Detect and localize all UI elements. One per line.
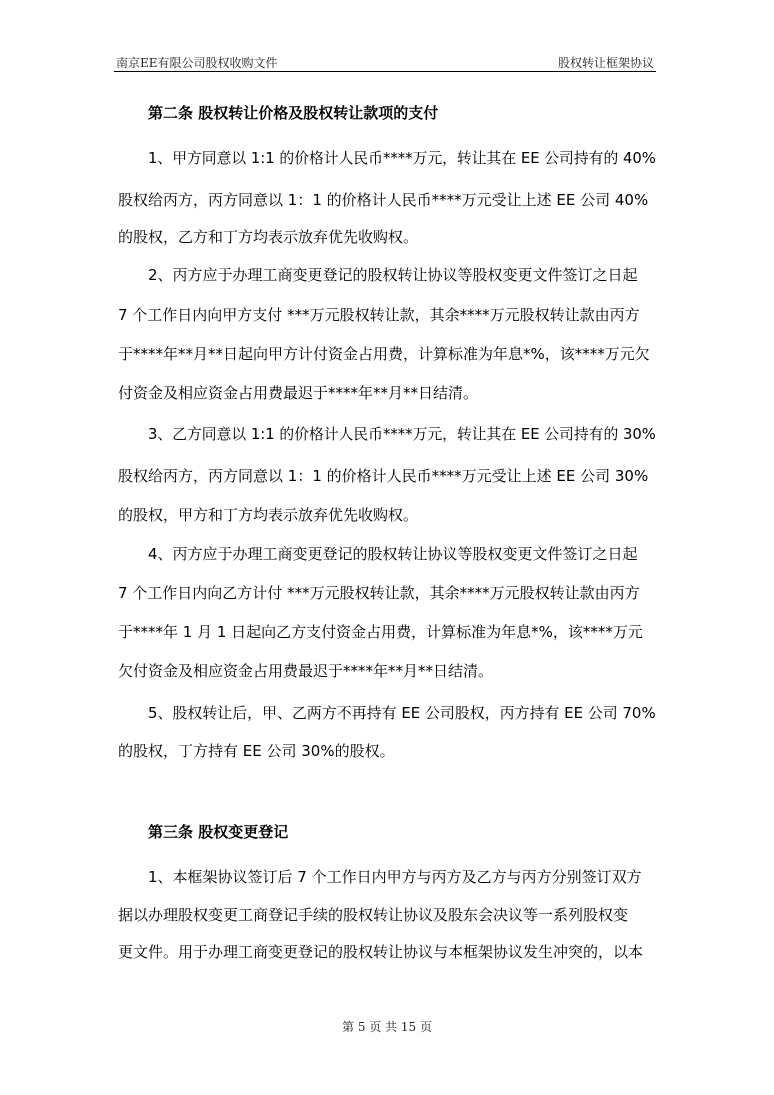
paragraph-line: 的股权，甲方和丁方均表示放弃优先收购权。 [118,506,419,524]
paragraph-line: 的股权，丁方持有 EE 公司 30%的股权。 [118,742,395,760]
paragraph-line: 5、股权转让后，甲、乙两方不再持有 EE 公司股权，丙方持有 EE 公司 70% [148,704,656,722]
section-heading: 第三条 股权变更登记 [148,823,289,841]
header-divider [114,71,656,72]
paragraph-line: 1、本框架协议签订后 7 个工作日内甲方与丙方及乙方与丙方分别签订双方 [148,868,642,886]
paragraph-line: 2、丙方应于办理工商变更登记的股权转让协议等股权变更文件签订之日起 [148,266,638,284]
paragraph-line: 付资金及相应资金占用费最迟于****年**月**日结清。 [118,384,479,402]
paragraph-line: 于****年 1 月 1 日起向乙方支付资金占用费，计算标准为年息*%，该****万元 [118,623,643,641]
paragraph-line: 欠付资金及相应资金占用费最迟于****年**月**日结清。 [118,662,494,680]
paragraph-line: 7 个工作日内向甲方支付 ***万元股权转让款，其余****万元股权转让款由丙方 [118,306,640,324]
header-left-title: 南京EE有限公司股权收购文件 [116,56,278,70]
paragraph-line: 的股权，乙方和丁方均表示放弃优先收购权。 [118,228,419,246]
paragraph-line: 7 个工作日内向乙方计付 ***万元股权转让款，其余****万元股权转让款由丙方 [118,584,640,602]
page-header [114,52,656,72]
paragraph-line: 1、甲方同意以 1:1 的价格计人民币****万元，转让其在 EE 公司持有的 40% [148,149,656,167]
paragraph-line: 3、乙方同意以 1:1 的价格计人民币****万元，转让其在 EE 公司持有的 30% [148,425,656,443]
paragraph-line: 股权给丙方，丙方同意以 1：1 的价格计人民币****万元受让上述 EE 公司 30% [118,467,649,485]
page-number-footer: 第 5 页 共 15 页 [342,1020,432,1034]
paragraph-line: 更文件。用于办理工商变更登记的股权转让协议与本框架协议发生冲突的，以本 [118,943,644,961]
paragraph-line: 据以办理股权变更工商登记手续的股权转让协议及股东会决议等一系列股权变 [118,906,629,924]
header-right-title: 股权转让框架协议 [557,56,654,70]
paragraph-line: 4、丙方应于办理工商变更登记的股权转让协议等股权变更文件签订之日起 [148,545,638,563]
paragraph-line: 于****年**月**日起向甲方计付资金占用费，计算标准为年息*%，该****万元欠 [118,345,650,363]
section-heading: 第二条 股权转让价格及股权转让款项的支付 [148,104,439,122]
paragraph-line: 股权给丙方，丙方同意以 1：1 的价格计人民币****万元受让上述 EE 公司 40% [118,191,649,209]
